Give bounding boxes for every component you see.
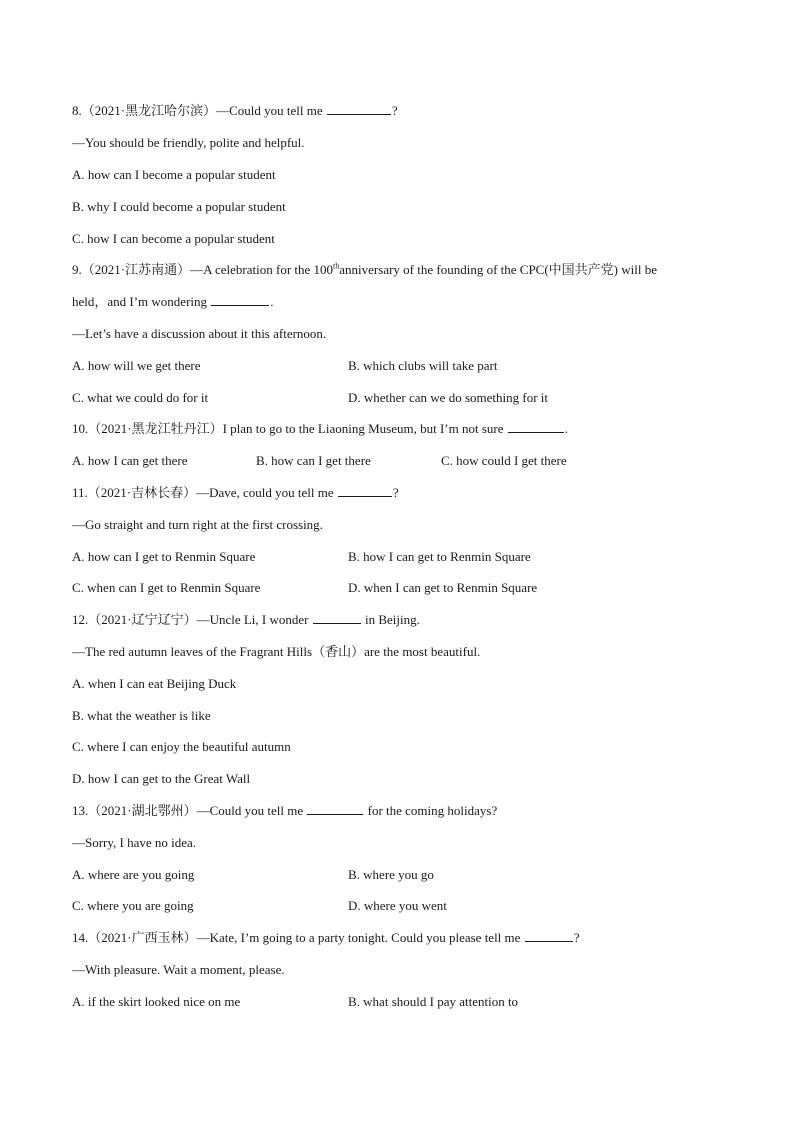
q8-stem-end: ?	[391, 103, 398, 118]
q12-option-d: D. how I can get to the Great Wall	[72, 771, 251, 786]
q12-option-c: C. where I can enjoy the beautiful autumn	[72, 739, 291, 754]
q13-option-d: D. where you went	[348, 898, 447, 913]
q10-stem-end: .	[564, 421, 568, 436]
q11-reply: —Go straight and turn right at the first crossing.	[72, 517, 323, 532]
q14-blank	[525, 930, 573, 942]
q13-stem-text: 13.（2021·湖北鄂州）—Could you tell me	[72, 803, 307, 818]
q13-blank	[307, 803, 363, 815]
q10-option-c: C. how could I get there	[441, 453, 567, 468]
q11-option-a: A. how can I get to Renmin Square	[72, 549, 256, 564]
q11-option-b: B. how I can get to Renmin Square	[348, 549, 531, 564]
q13-stem	[72, 803, 497, 819]
q9-option-a: A. how will we get there	[72, 358, 201, 373]
q9-reply: —Let’s have a discussion about it this afternoon.	[72, 326, 327, 341]
q9-option-c: C. what we could do for it	[72, 390, 209, 405]
q9-stem-end: .	[270, 294, 274, 309]
q14-stem-text: 14.（2021·广西玉林）—Kate, I’m going to a party tonight. Could you please tell me	[72, 930, 524, 945]
q10-blank	[508, 421, 564, 433]
q8-option-a: A. how can I become a popular student	[72, 167, 276, 182]
q12-option-b: B. what the weather is like	[72, 708, 211, 723]
q8-stem	[72, 103, 398, 119]
q12-blank	[313, 612, 361, 624]
q14-option-a: A. if the skirt looked nice on me	[72, 994, 241, 1009]
q13-option-b: B. where you go	[348, 867, 434, 882]
q11-stem	[72, 485, 399, 501]
q9-stem-text: 9.（2021·江苏南通）—A celebration for the 100	[72, 262, 334, 277]
q9-stem-text-cont: anniversary of the founding of the CPC(中国共产党) will be	[339, 262, 658, 277]
q9-stem-line2-text: held，and I’m wondering	[72, 294, 211, 309]
q9-stem-line1	[72, 262, 657, 278]
q8-option-b: B. why I could become a popular student	[72, 199, 286, 214]
q13-option-a: A. where are you going	[72, 867, 195, 882]
q10-stem	[72, 421, 568, 437]
q11-stem-end: ?	[392, 485, 399, 500]
q11-blank	[338, 485, 392, 497]
q14-stem	[72, 930, 579, 946]
q14-stem-end: ?	[573, 930, 580, 945]
q12-option-a: A. when I can eat Beijing Duck	[72, 676, 237, 691]
q8-option-c: C. how I can become a popular student	[72, 231, 275, 246]
q14-option-b: B. what should I pay attention to	[348, 994, 519, 1009]
q8-blank	[327, 103, 391, 115]
q12-stem	[72, 612, 420, 628]
q10-option-b: B. how can I get there	[256, 453, 371, 468]
q9-option-d: D. whether can we do something for it	[348, 390, 549, 405]
q12-reply: —The red autumn leaves of the Fragrant Hills（香山）are the most beautiful.	[72, 644, 481, 659]
q9-stem-line2	[72, 294, 274, 310]
q11-option-d: D. when I can get to Renmin Square	[348, 580, 538, 595]
q11-option-c: C. when can I get to Renmin Square	[72, 580, 261, 595]
q13-stem-end: for the coming holidays?	[364, 803, 498, 818]
q10-option-a: A. how I can get there	[72, 453, 188, 468]
q14-reply: —With pleasure. Wait a moment, please.	[72, 962, 285, 977]
q12-stem-end: in Beijing.	[361, 612, 420, 627]
q9-option-b: B. which clubs will take part	[348, 358, 498, 373]
q11-stem-text: 11.（2021·吉林长春）—Dave, could you tell me	[72, 485, 337, 500]
q13-option-c: C. where you are going	[72, 898, 194, 913]
q8-reply: —You should be friendly, polite and helpful.	[72, 135, 305, 150]
q9-superscript: th	[333, 261, 340, 271]
q10-stem-text: 10.（2021·黑龙江牡丹江）I plan to go to the Liaoning Museum, but I’m not sure	[72, 421, 507, 436]
q13-reply: —Sorry, I have no idea.	[72, 835, 197, 850]
q8-stem-text: 8.（2021·黑龙江哈尔滨）—Could you tell me	[72, 103, 326, 118]
q12-stem-text: 12.（2021·辽宁辽宁）—Uncle Li, I wonder	[72, 612, 312, 627]
q9-blank	[211, 294, 269, 306]
